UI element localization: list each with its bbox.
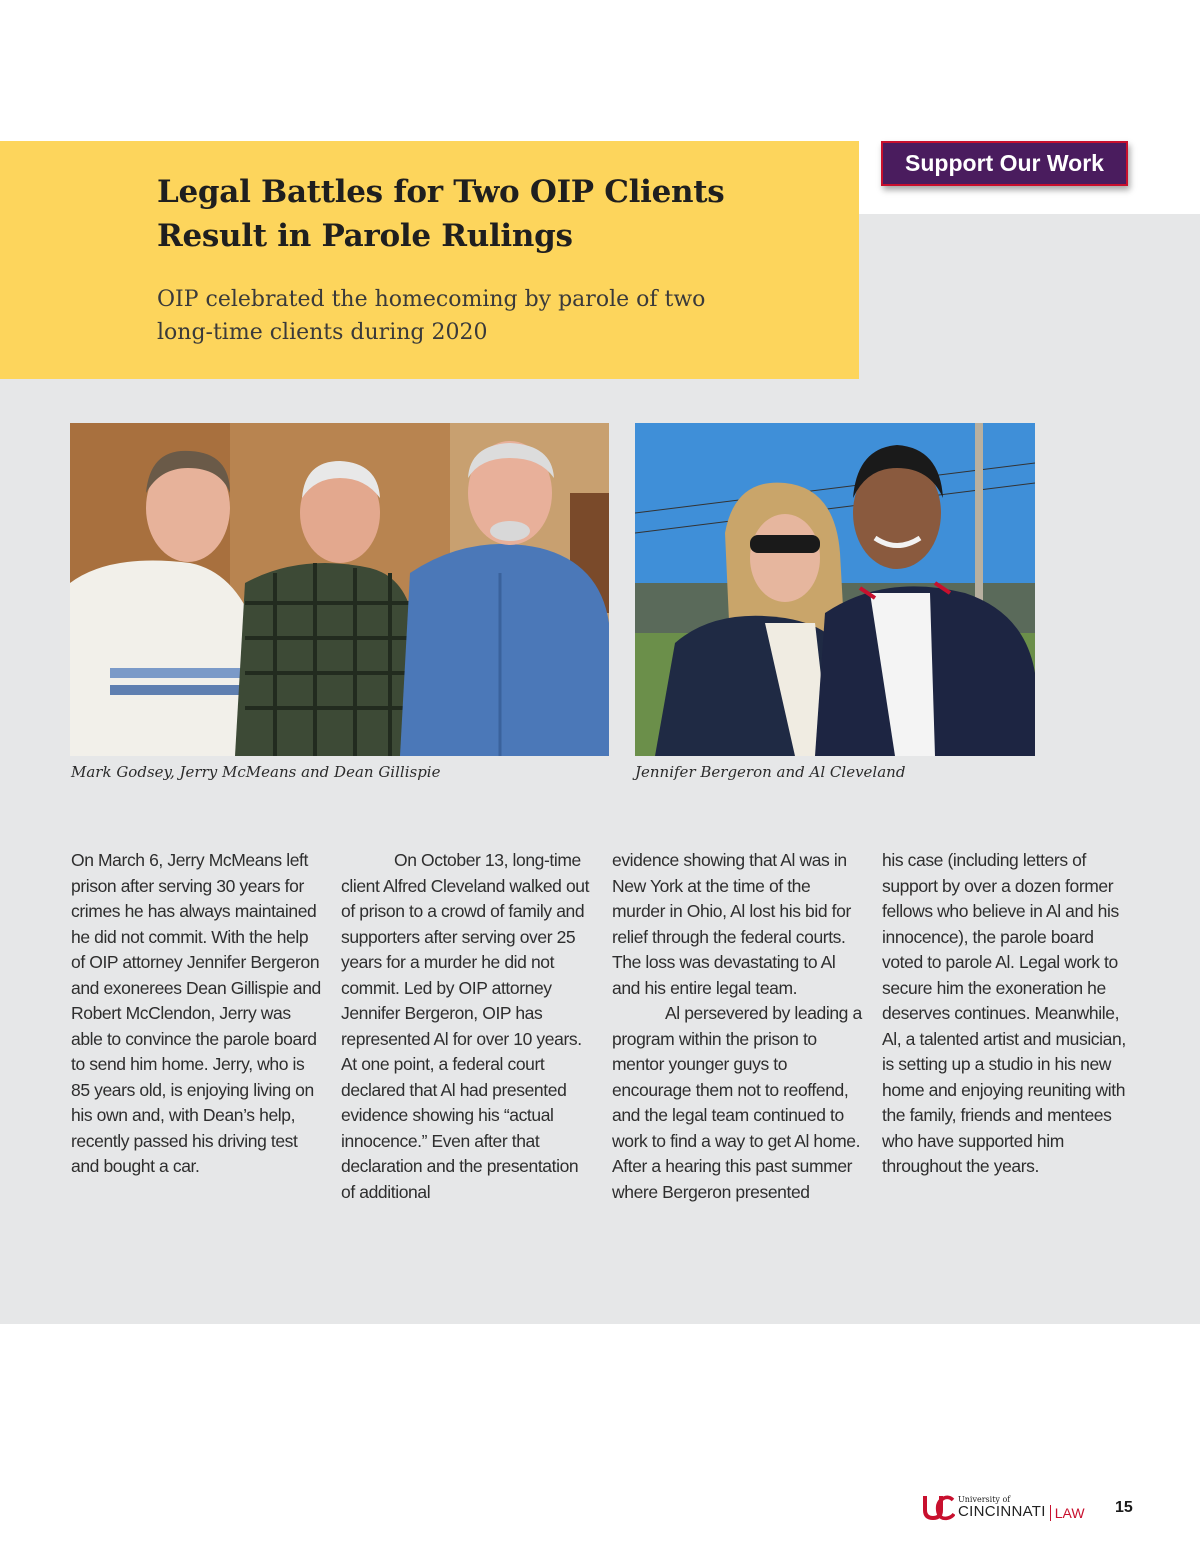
logo-university-of: University of bbox=[958, 1494, 1011, 1504]
paragraph: On March 6, Jerry McMeans left prison after serving 30 years for crimes he has always maintained he did not commit. With the help of OIP attorney Jennifer Bergeron and exonerees Dean Gillispie and Robert McClendon, Jerry was able to convince the parole board to send him home. Jerry, who is 85 years old, is enjoying living on his own and, with Dean’s help, recently passed his driving test and bought a car. bbox=[71, 850, 321, 1176]
article-column-3 bbox=[612, 848, 862, 1205]
support-our-work-button[interactable]: Support Our Work bbox=[881, 141, 1128, 186]
uc-mark-icon bbox=[921, 1492, 955, 1522]
photo-bergeron-cleveland bbox=[635, 423, 1035, 756]
photo-caption-right: Jennifer Bergeron and Al Cleveland bbox=[635, 763, 906, 781]
article-column-4 bbox=[882, 848, 1132, 1180]
logo-cincinnati: CINCINNATI bbox=[958, 1502, 1046, 1520]
page-number: 15 bbox=[1115, 1499, 1133, 1516]
photo-caption-left: Mark Godsey, Jerry McMeans and Dean Gillispie bbox=[71, 763, 441, 781]
uc-law-logo bbox=[921, 1492, 1085, 1522]
photo-godsey-mcmeans-gillispie bbox=[70, 423, 609, 756]
paragraph: his case (including letters of support by over a dozen former fellows who believe in Al and his innocence), the parole board voted to parole Al. Legal work to secure him the exoneration he deserves continues. Meanwhile, Al, a talented artist and musician, is setting up a studio in his new home and enjoying reuniting with the family, friends and mentees who have supported him throughout the years. bbox=[882, 850, 1126, 1176]
logo-law: LAW bbox=[1050, 1505, 1085, 1521]
paragraph: On October 13, long-time client Alfred Cleveland walked out of prison to a crowd of family and supporters after serving over 25 years for a murder he did not commit. Led by OIP attorney Jennifer Bergeron, OIP has represented Al for over 10 years. At one point, a federal court declared that Al had presented evidence showing his “actual innocence.” Even after that declaration and the presentation of additional bbox=[341, 850, 590, 1202]
article-column-1 bbox=[71, 848, 321, 1180]
article-column-2 bbox=[341, 848, 591, 1205]
page-title: Legal Battles for Two OIP Clients Result in Parole Rulings bbox=[157, 174, 725, 254]
paragraph: Al persevered by leading a program within the prison to mentor younger guys to encourage them not to reoffend, and the legal team continued to work to find a way to get Al home. After a hearing this past summer where Bergeron presented bbox=[612, 1003, 862, 1202]
paragraph: evidence showing that Al was in New York at the time of the murder in Ohio, Al lost his bid for relief through the federal courts. The loss was devastating to Al and his entire legal team. bbox=[612, 850, 851, 998]
page-subtitle: OIP celebrated the homecoming by parole of two long-time clients during 2020 bbox=[157, 287, 706, 345]
